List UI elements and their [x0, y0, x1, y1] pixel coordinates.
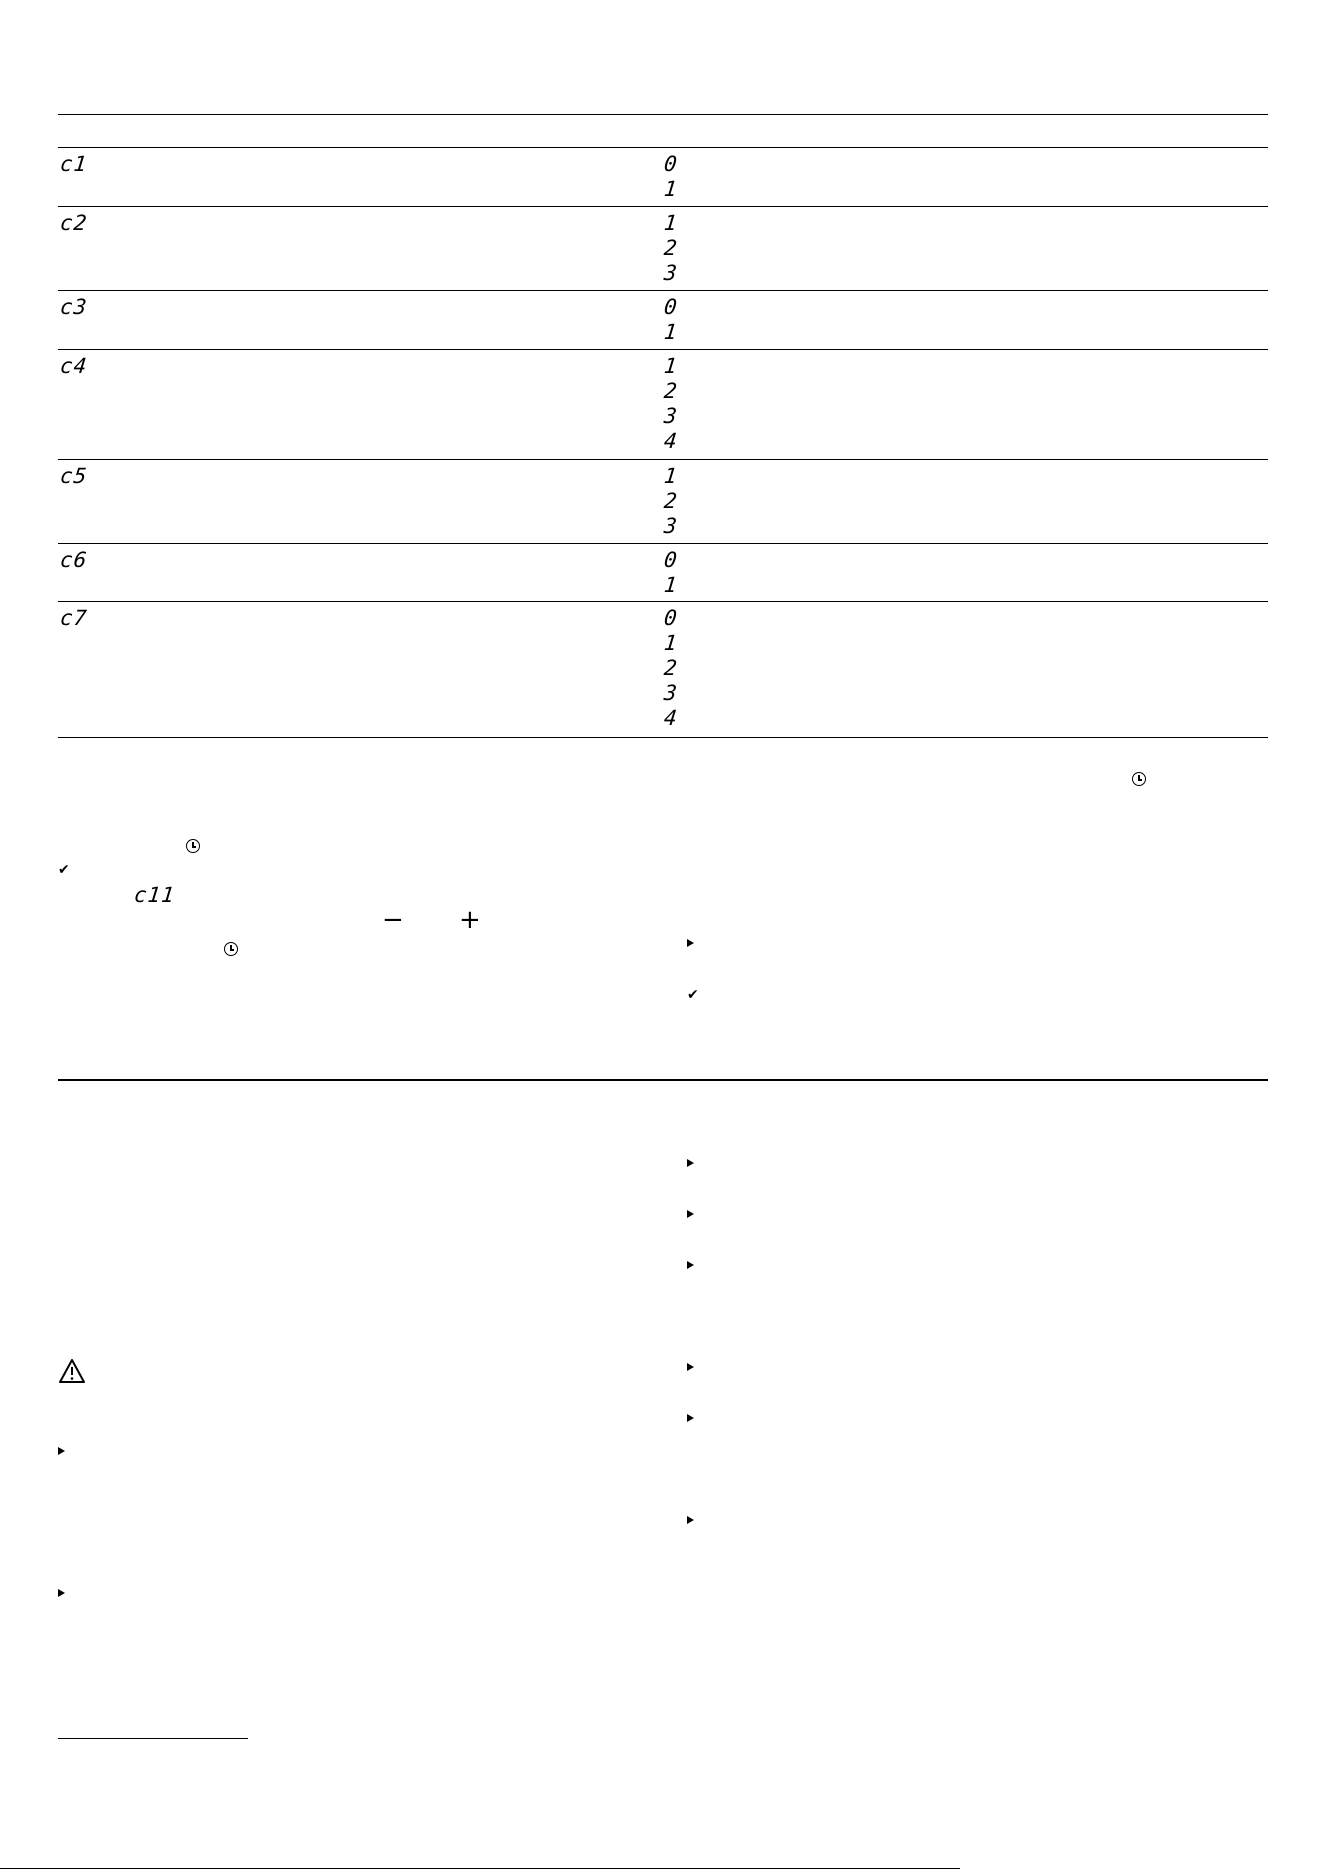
table-top-rule	[58, 114, 1268, 115]
setting-value: 0	[662, 295, 679, 319]
check-icon: ✔	[58, 862, 70, 878]
setting-value: 1	[662, 464, 679, 488]
setting-code: c3	[58, 295, 89, 319]
setting-value: 4	[662, 706, 679, 730]
setting-code: c4	[58, 354, 89, 378]
setting-value: 2	[662, 656, 679, 680]
display-code: c11	[132, 883, 177, 907]
setting-value: 0	[662, 548, 679, 572]
warning-triangle-icon	[58, 1358, 86, 1384]
arrow-right-icon	[58, 1589, 65, 1597]
arrow-right-icon	[687, 1414, 694, 1422]
minus-icon: −	[382, 905, 404, 935]
row-divider	[58, 349, 1268, 350]
arrow-right-icon	[687, 1210, 694, 1218]
setting-value: 3	[662, 681, 679, 705]
row-divider	[58, 459, 1268, 460]
arrow-right-icon	[687, 1363, 694, 1371]
arrow-right-icon	[687, 1516, 694, 1524]
clock-icon	[1132, 772, 1146, 786]
footnote-rule	[58, 1738, 248, 1739]
setting-value: 2	[662, 379, 679, 403]
setting-value: 0	[662, 606, 679, 630]
table-header-rule	[58, 147, 1268, 148]
setting-value: 1	[662, 354, 679, 378]
setting-value: 1	[662, 211, 679, 235]
setting-code: c7	[58, 606, 89, 630]
clock-icon	[224, 942, 238, 956]
setting-code: c5	[58, 464, 89, 488]
setting-value: 1	[662, 631, 679, 655]
setting-code: c6	[58, 548, 89, 572]
row-divider	[58, 601, 1268, 602]
setting-code: c2	[58, 211, 89, 235]
section-rule	[58, 1079, 1268, 1081]
setting-value: 1	[662, 573, 679, 597]
plus-icon: +	[459, 905, 481, 935]
setting-value: 1	[662, 320, 679, 344]
row-divider	[58, 543, 1268, 544]
page-bottom-rule	[0, 1868, 960, 1869]
row-divider	[58, 290, 1268, 291]
setting-value: 2	[662, 489, 679, 513]
setting-code: c1	[58, 152, 89, 176]
row-divider	[58, 206, 1268, 207]
setting-value: 4	[662, 429, 679, 453]
setting-value: 0	[662, 152, 679, 176]
arrow-right-icon	[687, 1159, 694, 1167]
clock-icon	[186, 839, 200, 853]
setting-value: 3	[662, 261, 679, 285]
setting-value: 3	[662, 514, 679, 538]
setting-value: 1	[662, 177, 679, 201]
arrow-right-icon	[58, 1447, 65, 1455]
check-icon: ✔	[687, 987, 699, 1003]
table-bottom-rule	[58, 737, 1268, 738]
arrow-right-icon	[687, 939, 694, 947]
setting-value: 3	[662, 404, 679, 428]
setting-value: 2	[662, 236, 679, 260]
arrow-right-icon	[687, 1261, 694, 1269]
